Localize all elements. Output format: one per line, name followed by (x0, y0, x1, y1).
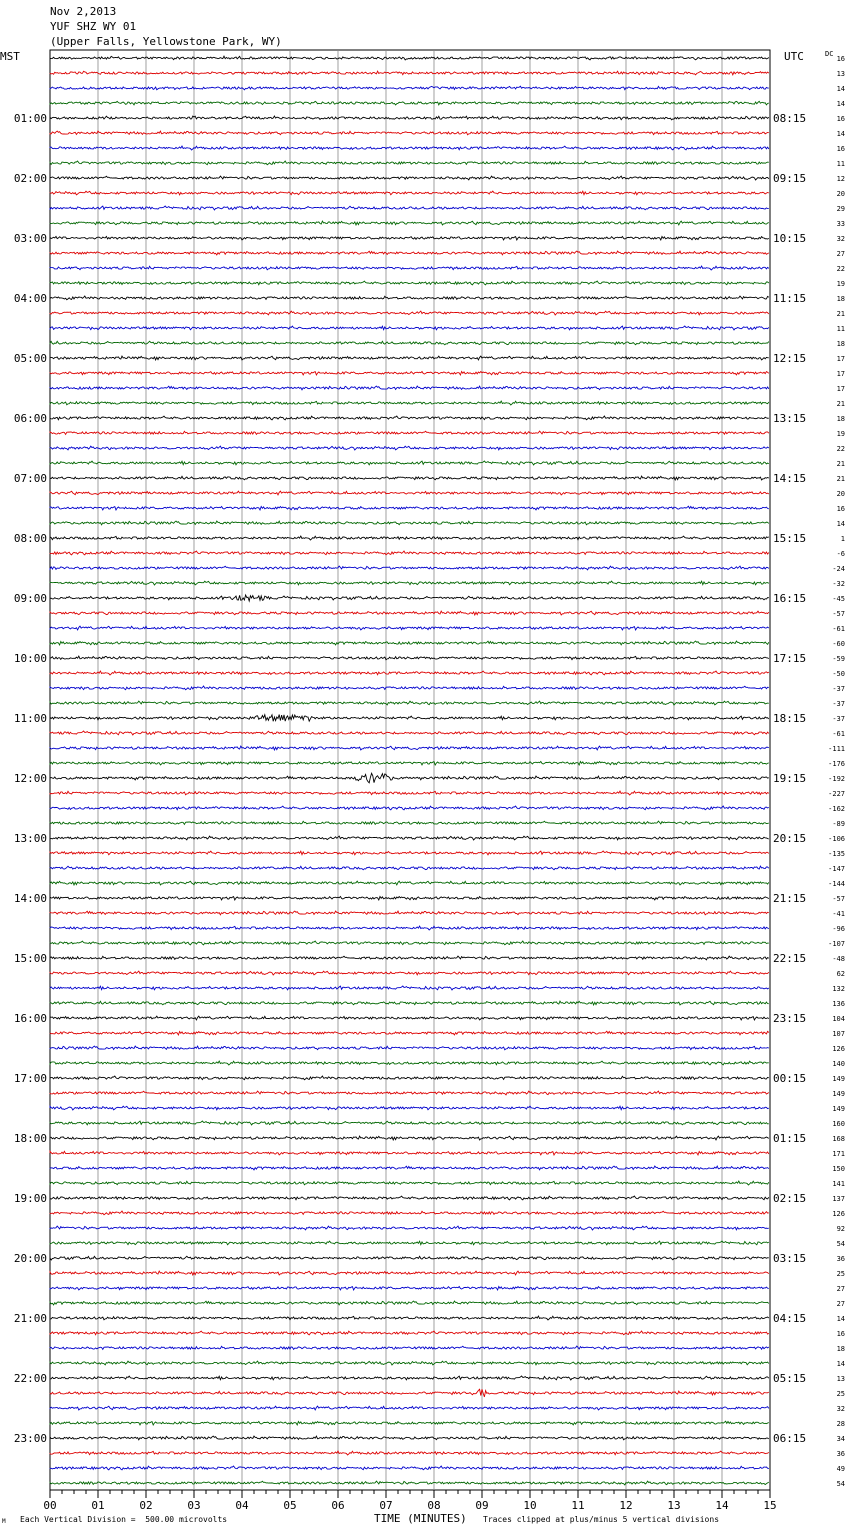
dc-offset-label: 14 (836, 100, 845, 108)
dc-offset-label: -60 (832, 640, 845, 648)
trace-line (50, 86, 769, 90)
dc-offset-label: 19 (836, 430, 845, 438)
trace-line (50, 941, 769, 945)
seismic-traces (50, 56, 769, 1485)
trace-line (50, 1271, 769, 1275)
trace-line (50, 1136, 769, 1140)
dc-offset-label: 18 (836, 1345, 845, 1353)
x-tick-label: 14 (715, 1499, 729, 1512)
trace-line (50, 131, 769, 135)
utc-hour-label: 05:15 (773, 1372, 807, 1385)
trace-line (50, 506, 769, 510)
trace-line (50, 266, 769, 270)
dc-offset-label: -50 (832, 670, 845, 678)
x-axis-title: TIME (MINUTES) (374, 1512, 467, 1525)
utc-hour-label: 11:15 (773, 292, 807, 305)
trace-line (50, 236, 769, 240)
mst-hour-label: 20:00 (13, 1252, 47, 1265)
dc-offset-label: 13 (836, 70, 845, 78)
dc-offset-label: -41 (832, 910, 845, 918)
dc-offset-label: 132 (832, 985, 845, 993)
trace-line (50, 611, 769, 615)
utc-hour-label: 14:15 (773, 472, 807, 485)
dc-offset-label: 25 (836, 1270, 845, 1278)
trace-line (50, 536, 769, 540)
trace-line (50, 1331, 769, 1335)
utc-hour-label: 17:15 (773, 652, 807, 665)
x-tick-label: 10 (523, 1499, 537, 1512)
dc-offset-label: 28 (836, 1420, 845, 1428)
trace-line (50, 176, 769, 180)
utc-hour-label: 19:15 (773, 772, 807, 785)
mst-hour-label: 06:00 (13, 412, 47, 425)
dc-offset-label: -107 (828, 940, 845, 948)
dc-offset-label: 34 (836, 1435, 845, 1443)
dc-offset-label: 92 (836, 1225, 845, 1233)
x-axis (43, 1490, 776, 1512)
dc-offset-label: -111 (828, 745, 845, 753)
clip-note: Traces clipped at plus/minus 5 vertical divisions (483, 1515, 720, 1524)
utc-hour-label: 22:15 (773, 952, 807, 965)
utc-hour-label: 03:15 (773, 1252, 807, 1265)
trace-line (50, 1436, 769, 1440)
dc-offset-label: 11 (836, 325, 845, 333)
dc-offset-label: 62 (836, 970, 845, 978)
x-tick-label: 08 (427, 1499, 441, 1512)
utc-hour-label: 10:15 (773, 232, 807, 245)
dc-offset-label: 54 (836, 1240, 845, 1248)
x-tick-label: 11 (571, 1499, 585, 1512)
dc-offset-label: 171 (832, 1150, 845, 1158)
trace-line (50, 881, 769, 885)
dc-offset-label: 11 (836, 160, 845, 168)
x-tick-label: 04 (235, 1499, 249, 1512)
x-tick-label: 12 (619, 1499, 633, 1512)
mst-hour-label: 11:00 (13, 712, 47, 725)
trace-line (50, 581, 769, 585)
trace-line (50, 71, 769, 75)
dc-offset-label: 13 (836, 1375, 845, 1383)
dc-offset-label: 33 (836, 220, 845, 228)
dc-offset-label: -144 (828, 880, 845, 888)
dc-offset-label: 16 (836, 145, 845, 153)
dc-offset-label: -162 (828, 805, 845, 813)
dc-offset-label: 168 (832, 1135, 845, 1143)
trace-line (50, 1106, 769, 1110)
dc-offset-label: -176 (828, 760, 845, 768)
header-station: YUF SHZ WY 01 (50, 20, 137, 33)
x-tick-label: 06 (331, 1499, 345, 1512)
dc-offset-label: 25 (836, 1390, 845, 1398)
dc-offset-label: 149 (832, 1105, 845, 1113)
dc-offset-label: 36 (836, 1450, 845, 1458)
mst-hour-label: 08:00 (13, 532, 47, 545)
dc-offset-label: 14 (836, 1315, 845, 1323)
dc-offset-label: 21 (836, 475, 845, 483)
mst-hour-label: 13:00 (13, 832, 47, 845)
trace-line (50, 401, 769, 405)
mst-hour-label: 18:00 (13, 1132, 47, 1145)
utc-hour-label: 02:15 (773, 1192, 807, 1205)
dc-offset-label: 22 (836, 445, 845, 453)
trace-line (50, 715, 769, 722)
utc-hour-label: 01:15 (773, 1132, 807, 1145)
trace-line (50, 1076, 769, 1080)
utc-hour-label: 18:15 (773, 712, 807, 725)
mst-label: MST (0, 50, 20, 63)
dc-offset-label: -61 (832, 625, 845, 633)
trace-line (50, 686, 769, 690)
dc-offset-label: 107 (832, 1030, 845, 1038)
utc-hour-label: 09:15 (773, 172, 807, 185)
dc-offset-label: 136 (832, 1000, 845, 1008)
dc-offset-label: 126 (832, 1210, 845, 1218)
trace-line (50, 1346, 769, 1349)
trace-line (50, 1091, 769, 1095)
trace-line (50, 656, 769, 660)
dc-offset-label: -227 (828, 790, 845, 798)
mst-hour-label: 21:00 (13, 1312, 47, 1325)
mst-hour-label: 01:00 (13, 112, 47, 125)
mst-hour-label: 15:00 (13, 952, 47, 965)
trace-line (50, 626, 769, 630)
mst-hour-label: 22:00 (13, 1372, 47, 1385)
dc-offset-label: 22 (836, 265, 845, 273)
trace-line (50, 1016, 769, 1020)
trace-line (50, 296, 769, 300)
mst-hour-label: 07:00 (13, 472, 47, 485)
mst-hour-label: 16:00 (13, 1012, 47, 1025)
dc-offset-label: 18 (836, 295, 845, 303)
trace-line (50, 1466, 769, 1470)
trace-line (50, 476, 769, 480)
mst-hour-label: 17:00 (13, 1072, 47, 1085)
dc-offset-label: -32 (832, 580, 845, 588)
mst-hour-label: 09:00 (13, 592, 47, 605)
dc-offset-label: 29 (836, 205, 845, 213)
x-tick-label: 15 (763, 1499, 777, 1512)
trace-line (50, 1389, 769, 1397)
x-tick-label: 05 (283, 1499, 297, 1512)
dc-offset-label: 21 (836, 400, 845, 408)
trace-line (50, 1061, 769, 1065)
dc-offset-label: 14 (836, 85, 845, 93)
utc-hour-label: 23:15 (773, 1012, 807, 1025)
trace-line (50, 116, 769, 120)
dc-offset-label: 21 (836, 460, 845, 468)
trace-line (50, 566, 769, 570)
dc-offset-label: 140 (832, 1060, 845, 1068)
trace-line (50, 1451, 769, 1455)
dc-offset-label: 32 (836, 235, 845, 243)
trace-line (50, 926, 769, 930)
mst-hour-label: 04:00 (13, 292, 47, 305)
trace-line (50, 1301, 769, 1305)
dc-offset-label: 27 (836, 1300, 845, 1308)
trace-line (50, 821, 769, 824)
trace-line (50, 372, 769, 375)
utc-hour-label: 15:15 (773, 532, 807, 545)
trace-line (50, 1196, 769, 1200)
dc-offset-label: 27 (836, 1285, 845, 1293)
trace-line (50, 851, 769, 855)
trace-line (50, 897, 769, 900)
trace-line (50, 461, 769, 465)
trace-line (50, 1406, 769, 1410)
dc-offset-label: -96 (832, 925, 845, 933)
scale-note: Each Vertical Division = 500.00 microvolts (20, 1515, 228, 1524)
trace-line (50, 446, 769, 450)
mst-hour-label: 19:00 (13, 1192, 47, 1205)
dc-offset-label: 18 (836, 415, 845, 423)
trace-line (50, 341, 769, 345)
dc-offset-label: -48 (832, 955, 845, 963)
trace-line (50, 1316, 769, 1320)
trace-line (50, 491, 769, 495)
utc-hour-label: 21:15 (773, 892, 807, 905)
trace-line (50, 731, 769, 735)
trace-line (50, 701, 769, 705)
trace-line (50, 1151, 769, 1155)
x-tick-label: 00 (43, 1499, 57, 1512)
trace-line (50, 1031, 769, 1035)
dc-offset-label: -147 (828, 865, 845, 873)
trace-line (50, 1166, 769, 1170)
trace-line (50, 641, 769, 645)
dc-offset-label: 141 (832, 1180, 845, 1188)
dc-offset-label: 36 (836, 1255, 845, 1263)
trace-line (50, 986, 769, 990)
trace-line (50, 521, 769, 525)
dc-offset-label: 104 (832, 1015, 845, 1023)
trace-line (50, 1421, 769, 1425)
trace-line (50, 356, 769, 360)
trace-line (50, 551, 769, 555)
trace-line (50, 1376, 769, 1380)
dc-offset-label: 32 (836, 1405, 845, 1413)
trace-line (50, 836, 769, 840)
x-tick-label: 02 (139, 1499, 153, 1512)
dc-offset-label: -6 (836, 550, 845, 558)
utc-hour-label: 04:15 (773, 1312, 807, 1325)
trace-line (50, 1121, 769, 1125)
trace-line (50, 1241, 769, 1245)
utc-hour-label: 08:15 (773, 112, 807, 125)
trace-line (50, 326, 769, 330)
x-tick-label: 01 (91, 1499, 105, 1512)
dc-offset-label: -45 (832, 595, 845, 603)
trace-line (50, 56, 769, 60)
dc-offset-label: -57 (832, 895, 845, 903)
trace-line (50, 386, 769, 390)
dc-offset-label: 14 (836, 130, 845, 138)
dc-offset-label: 16 (836, 505, 845, 513)
dc-offset-label: 54 (836, 1480, 845, 1488)
dc-offset-label: 12 (836, 175, 845, 183)
dc-offset-label: -192 (828, 775, 845, 783)
dc-offset-label: 126 (832, 1045, 845, 1053)
mst-hour-label: 02:00 (13, 172, 47, 185)
dc-offset-label: -59 (832, 655, 845, 663)
dc-offset-label: 17 (836, 370, 845, 378)
dc-offset-label: 20 (836, 190, 845, 198)
trace-line (50, 762, 769, 765)
trace-line (50, 221, 769, 225)
trace-line (50, 161, 769, 165)
trace-line (50, 773, 769, 783)
dc-offset-label: -135 (828, 850, 845, 858)
utc-hour-label: 16:15 (773, 592, 807, 605)
dc-offset-label: 14 (836, 1360, 845, 1368)
mst-hour-label: 03:00 (13, 232, 47, 245)
dc-label: DC (825, 50, 834, 58)
x-tick-label: 07 (379, 1499, 393, 1512)
trace-line (50, 746, 769, 750)
trace-line (50, 416, 769, 420)
dc-offset-label: -37 (832, 685, 845, 693)
trace-line (50, 191, 769, 195)
trace-line (50, 956, 769, 960)
header-date: Nov 2,2013 (50, 5, 117, 18)
trace-line (50, 1226, 769, 1230)
trace-line (50, 911, 769, 915)
trace-line (50, 1256, 769, 1260)
dc-offset-label: -106 (828, 835, 845, 843)
x-tick-label: 13 (667, 1499, 681, 1512)
utc-label: UTC (784, 50, 804, 63)
trace-line (50, 595, 769, 601)
dc-offset-label: 16 (836, 115, 845, 123)
trace-line (50, 101, 769, 105)
trace-line (50, 1001, 769, 1005)
dc-offset-label: 27 (836, 250, 845, 258)
x-tick-label: 03 (187, 1499, 201, 1512)
trace-line (50, 311, 769, 315)
utc-hour-label: 13:15 (773, 412, 807, 425)
utc-hour-label: 06:15 (773, 1432, 807, 1445)
dc-offset-label: 149 (832, 1075, 845, 1083)
dc-offset-label: 19 (836, 280, 845, 288)
dc-offset-label: -37 (832, 715, 845, 723)
dc-offset-label: 20 (836, 490, 845, 498)
dc-offset-label: 1 (840, 535, 845, 543)
mst-hour-label: 10:00 (13, 652, 47, 665)
dc-offset-label: 17 (836, 385, 845, 393)
x-tick-label: 09 (475, 1499, 489, 1512)
utc-hour-label: 12:15 (773, 352, 807, 365)
dc-offset-label: 18 (836, 340, 845, 348)
dc-offset-label: 16 (836, 1330, 845, 1338)
trace-line (50, 146, 769, 150)
dc-offset-label: -89 (832, 820, 845, 828)
trace-line (50, 1046, 769, 1050)
trace-line (50, 1287, 769, 1290)
utc-hour-label: 00:15 (773, 1072, 807, 1085)
trace-line (50, 1211, 769, 1215)
utc-hour-label: 20:15 (773, 832, 807, 845)
mst-hour-label: 14:00 (13, 892, 47, 905)
dc-offset-label: -61 (832, 730, 845, 738)
dc-offset-label: 160 (832, 1120, 845, 1128)
dc-offset-label: 137 (832, 1195, 845, 1203)
dc-offset-label: 21 (836, 310, 845, 318)
dc-offset-label: 14 (836, 520, 845, 528)
dc-offset-label: 16 (836, 55, 845, 63)
dc-offset-label: 49 (836, 1465, 845, 1473)
mst-hour-label: 05:00 (13, 352, 47, 365)
dc-offset-label: 149 (832, 1090, 845, 1098)
dc-offset-label: 17 (836, 355, 845, 363)
mst-hour-label: 12:00 (13, 772, 47, 785)
trace-line (50, 1481, 769, 1485)
trace-line (50, 206, 769, 210)
trace-line (50, 1181, 769, 1185)
dc-offset-label: -37 (832, 700, 845, 708)
trace-line (50, 866, 769, 870)
dc-offset-label: -24 (832, 565, 845, 573)
trace-line (50, 251, 769, 255)
trace-line (50, 281, 769, 285)
trace-line (50, 671, 769, 675)
trace-line (50, 431, 769, 434)
header-location: (Upper Falls, Yellowstone Park, WY) (50, 35, 282, 48)
corner-mark: M (2, 1518, 6, 1525)
trace-line (50, 971, 769, 975)
trace-line (50, 806, 769, 810)
dc-offset-label: 150 (832, 1165, 845, 1173)
dc-offset-label: -57 (832, 610, 845, 618)
mst-hour-label: 23:00 (13, 1432, 47, 1445)
trace-line (50, 1361, 769, 1365)
trace-line (50, 791, 769, 795)
